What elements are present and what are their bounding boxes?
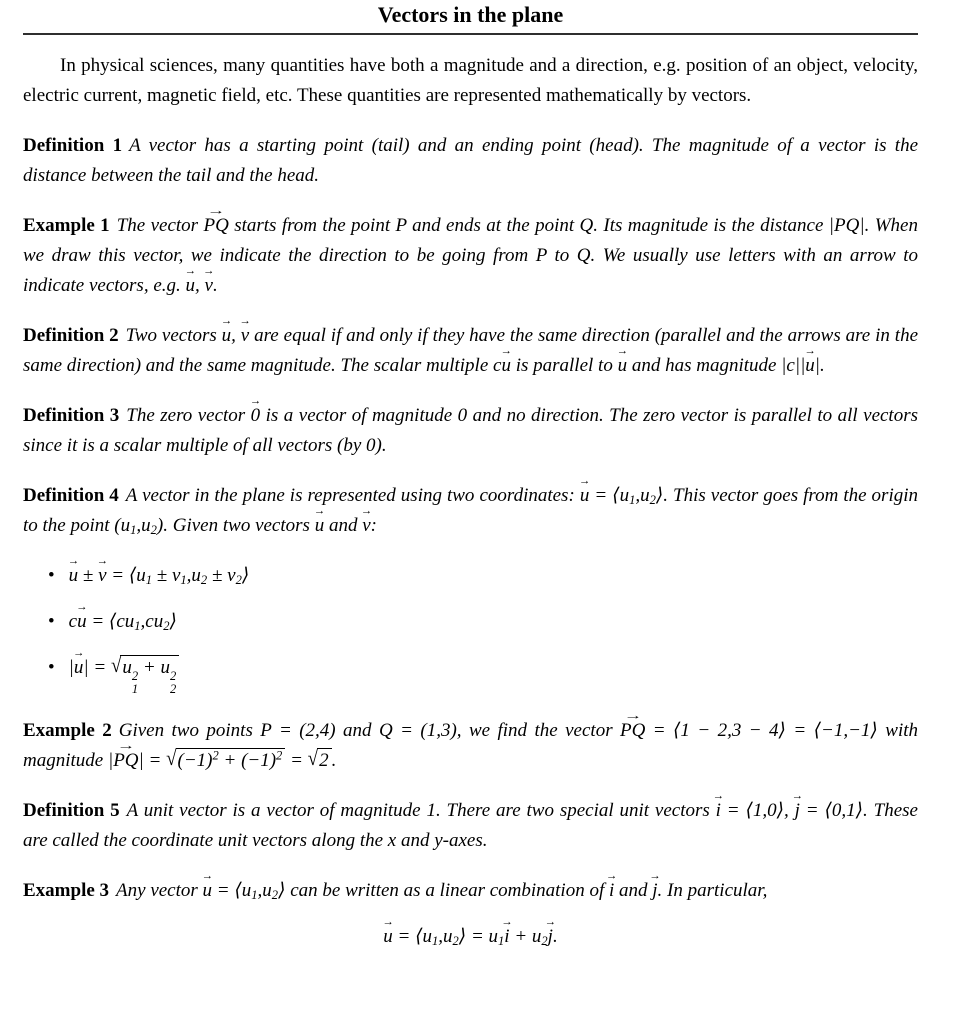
subscript: 2 — [271, 888, 279, 903]
vector-notation: → i — [501, 916, 513, 948]
example-3 — [23, 870, 918, 906]
vector-arrow-icon: → — [616, 344, 629, 357]
vector-arrow-icon: → — [201, 870, 213, 883]
vector-arrow-icon: → — [544, 916, 557, 929]
definition-5 — [23, 790, 918, 856]
subscript: 2 — [150, 523, 157, 538]
theorem-body: Given two points P = (2,4) and Q = (1,3), we find the vector → PQ = ⟨1 − 2,3 − 4⟩ = ⟨−1,−1⟩ with magnitude | → $PQ| = √(-1)^2 + (-1)^2 = √2$ . — [23, 720, 918, 771]
vector-arrow-icon: → — [76, 600, 88, 613]
theorem-body: Any vector → $u = ⟨u_1,u_2⟩$ can be written as a linear combination of → i and → j. In particular, — [116, 880, 767, 901]
subscript: 2 — [200, 573, 208, 588]
bullet-item: • | → u| = √u 2 1 + u 2 2 — [48, 653, 918, 696]
linear-combination-equation: → $u = ⟨u_1,u_2⟩ = u_1$ → $i + u_2$ → j. — [23, 922, 918, 952]
vector-notation: → v — [203, 264, 215, 296]
vector-arrow-icon: → — [382, 916, 394, 929]
square-root-notation: √2 — [308, 750, 332, 771]
bullet-item: • → u ± → $v = ⟨u_1 \pm v_1,u_2$ ± $v_2⟩$ — [48, 561, 918, 591]
example-1 — [23, 204, 918, 301]
vector-notation: → i — [605, 870, 618, 902]
radical-icon: √ — [166, 747, 177, 771]
theorem-body: A unit vector is a vector of magnitude 1. There are two special unit vectors → i = ⟨1,0⟩, → j = ⟨0,1⟩. These are called the coordinate unit vectors along the x and y-axes. — [23, 790, 918, 852]
subscript: 2 — [163, 619, 170, 634]
vector-notation: → 0 — [249, 394, 262, 426]
theorem-label: Definition 5 — [23, 800, 120, 822]
theorem-label: Definition 4 — [23, 485, 119, 506]
vector-arrow-icon: → — [360, 504, 373, 517]
vector-notation: → u — [72, 646, 85, 678]
title-rule — [23, 33, 918, 35]
vector-arrow-icon: → — [249, 394, 262, 407]
vector-arrow-icon: → — [184, 264, 196, 277]
bullet-icon: • — [48, 611, 55, 632]
subscript: 1 — [134, 619, 141, 634]
page-header — [23, 2, 918, 35]
vector-arrow-icon: → — [96, 554, 109, 567]
sup-sub-stack: 2 2 — [169, 668, 177, 697]
subscript: 2 — [649, 493, 656, 508]
bullet-icon: • — [48, 565, 55, 586]
definition-1 — [23, 131, 918, 191]
vector-arrow-icon: → — [712, 790, 724, 803]
definition-4 — [23, 474, 919, 541]
radical-icon: √ — [110, 653, 122, 678]
vector-notation: → u — [804, 344, 816, 376]
square-root-notation: $√(-1)^2 + (-1)^2$ — [166, 750, 285, 771]
vector-notation: → u — [616, 344, 629, 376]
vector-operations-list — [23, 554, 918, 697]
vector-notation: → u — [220, 314, 233, 346]
intro-paragraph: In physical sciences, many quantities have both a magnitude and a direction, e.g. position of an object, velocity, electric current, magnetic field, etc. These quantities are represented mathematically by vectors. — [23, 55, 918, 106]
subscript: 1 — [498, 934, 505, 949]
vector-notation: → u — [76, 600, 88, 632]
vector-notation: → u — [500, 344, 512, 376]
theorem-label: Example 2 — [23, 720, 112, 742]
subscript: 1 — [251, 888, 258, 903]
vector-arrow-icon: → — [313, 504, 326, 517]
theorem-label: Definition 3 — [23, 405, 120, 426]
vector-notation: → v — [239, 314, 251, 346]
vector-notation: → v — [360, 504, 373, 536]
bullet-item: • c → $u = ⟨cu_1,cu_2⟩$ — [48, 607, 918, 637]
vector-arrow-icon: → — [203, 264, 215, 277]
vector-notation: → PQ — [203, 204, 229, 236]
vector-arrow-icon: → — [578, 474, 591, 487]
supscript: 2 — [276, 748, 283, 763]
square-root-notation: √u 2 1 + u 2 2 — [111, 657, 179, 678]
vector-notation: → u — [184, 264, 196, 296]
supscript: 2 — [212, 748, 219, 763]
theorem-body: Two vectors → u, → v are equal if and only if they have the same direction (parallel and the arrows are in the same direction) and the same magnitude. The scalar multiple c → u is parallel to → u and has magnitude |c|| → u|. — [23, 325, 918, 376]
subscript: 1 — [629, 493, 636, 508]
theorem-body: A vector has a starting point (tail) and an ending point (head). The magnitude of a vector is the distance between the tail and the head. — [23, 135, 919, 186]
bullet-icon: • — [48, 657, 55, 678]
vector-notation: → PQ — [113, 740, 139, 772]
vector-notation: → u — [578, 474, 591, 506]
vector-notation: → PQ — [620, 710, 646, 742]
vector-notation: → u — [201, 870, 213, 902]
definition-2 — [23, 314, 919, 381]
vector-notation: → v — [96, 554, 109, 586]
vector-arrow-icon: → — [72, 646, 85, 659]
vector-arrow-icon: → — [804, 344, 816, 357]
subscript: 2 — [235, 573, 242, 588]
theorem-label: Definition 2 — [23, 325, 119, 346]
vector-arrow-icon: → — [239, 314, 251, 327]
vector-notation: → i — [712, 790, 724, 822]
vector-arrow-icon: → — [67, 554, 80, 567]
radical-icon: √ — [307, 747, 319, 771]
theorem-body: A vector in the plane is represented using two coordinates: → $u = ⟨u_1,u_2⟩$. This vector goes from the origin to the point $(u_1,u_2)$. Given two vectors → u and → v: — [23, 485, 918, 536]
example-2 — [23, 710, 919, 776]
document-content — [23, 51, 918, 952]
vector-notation: → u — [313, 504, 326, 536]
subscript: 2 — [452, 934, 459, 949]
vector-arrow-icon: → — [623, 710, 642, 723]
vector-arrow-icon: → — [649, 870, 661, 883]
theorem-body: The vector → PQ starts from the point P and ends at the point Q. Its magnitude is the distance |PQ|. When we draw this vector, we indicate the direction to be going from P to Q. We usually use letters with an arrow to indicate vectors, e.g. → u, → v. — [23, 215, 918, 296]
sup-sub-stack: 2 1 — [131, 668, 139, 697]
vector-arrow-icon: → — [207, 204, 226, 217]
subscript: 1 — [145, 573, 153, 588]
theorem-label: Example 3 — [23, 880, 110, 902]
vector-notation: → j — [544, 916, 557, 948]
vector-arrow-icon: → — [220, 314, 233, 327]
page-title: Vectors in the plane — [377, 2, 564, 27]
theorem-label: Definition 1 — [23, 135, 123, 156]
vector-arrow-icon: → — [501, 916, 513, 929]
subscript: 1 — [130, 523, 137, 538]
vector-notation: → j — [791, 790, 803, 822]
subscript: 2 — [541, 934, 548, 949]
theorem-body: The zero vector → 0 is a vector of magnitude 0 and no direction. The zero vector is parallel to all vectors since it is a scalar multiple of all vectors (by 0). — [23, 394, 918, 456]
definition-3 — [23, 394, 918, 461]
vector-arrow-icon: → — [605, 870, 618, 883]
theorem-label: Example 1 — [23, 215, 110, 236]
vector-arrow-icon: → — [500, 344, 512, 357]
vector-notation: → u — [67, 554, 80, 586]
subscript: 1 — [180, 573, 187, 588]
vector-notation: → u — [382, 916, 394, 948]
vector-arrow-icon: → — [791, 790, 803, 803]
vector-notation: → j — [649, 870, 661, 902]
subscript: 1 — [432, 934, 439, 949]
vector-arrow-icon: → — [116, 740, 135, 753]
